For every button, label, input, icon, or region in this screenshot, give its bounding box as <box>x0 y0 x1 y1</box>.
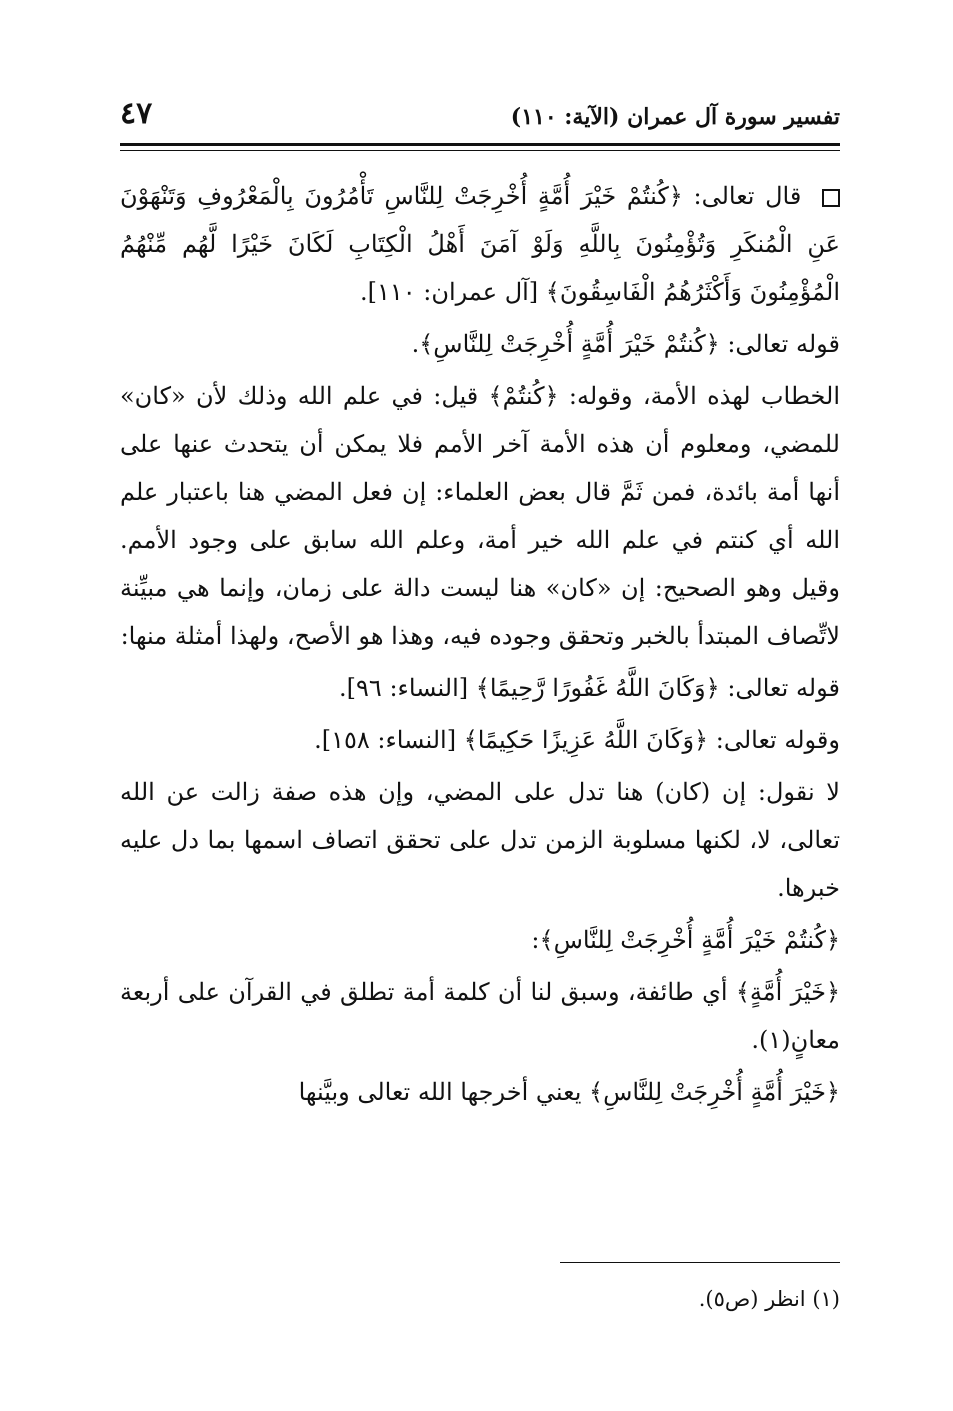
paragraph-8: ﴿خَيْرَ أُمَّةٍ﴾ أي طائفة، وسبق لنا أن كلمة أمة تطلق في القرآن على أربعة معانٍ(١). <box>120 978 840 1054</box>
header-rule-thin <box>120 150 840 151</box>
footnote-divider <box>560 1262 840 1263</box>
paragraph-5: وقوله تعالى: ﴿وَكَانَ اللَّهُ عَزِيزًا حَكِيمًا﴾ [النساء: ١٥٨]. <box>314 726 840 754</box>
paragraph-6: لا نقول: إن (كان) هنا تدل على المضي، وإن هذه صفة زالت عن الله تعالى، لا، لكنها مسلوبة الزمن تدل على تحقق اتصاف اسمها بما دل عليه خبرها. <box>120 778 840 902</box>
paragraph-3: الخطاب لهذه الأمة، وقوله: ﴿كُنتُمْ﴾ قيل: في علم الله وذلك لأن «كان» للمضي، ومعلوم أن هذه الأمة آخر الأمم فلا يمكن أن يتحدث عنها على أنها أمة بائدة، فمن ثَمَّ قال بعض العلماء: إن فعل المضي هنا باعتبار علم الله أي كنتم في علم الله خير أمة، وعلم الله سابق على وجود الأمم. وقيل وهو الصحيح: إن «كان» هنا ليست دالة على زمان، وإنما هي مبيِّنة لاتِّصاف المبتدأ بالخبر وتحقق وجوده فيه، وهذا هو الأصح، ولهذا أمثلة منها: <box>120 382 840 650</box>
page-number: ٤٧ <box>120 96 153 131</box>
paragraph-7: ﴿كُنتُمْ خَيْرَ أُمَّةٍ أُخْرِجَتْ لِلنَّاسِ﴾: <box>531 926 840 954</box>
main-text <box>120 172 840 1120</box>
header-rule-thick <box>120 143 840 146</box>
paragraph-1-text: قال تعالى: ﴿كُنتُمْ خَيْرَ أُمَّةٍ أُخْرِجَتْ لِلنَّاسِ تَأْمُرُونَ بِالْمَعْرُوفِ وَتَنْهَوْنَ عَنِ الْمُنكَرِ وَتُؤْمِنُونَ بِاللَّهِ وَلَوْ آمَنَ أَهْلُ الْكِتَابِ لَكَانَ خَيْرًا لَّهُم مِّنْهُمُ الْمُؤْمِنُونَ وَأَكْثَرُهُمُ الْفَاسِقُونَ﴾ [آل عمران: ١١٠]. <box>120 182 840 306</box>
square-bullet-icon <box>822 189 840 207</box>
running-header <box>120 96 840 144</box>
paragraph-2: قوله تعالى: ﴿كُنتُمْ خَيْرَ أُمَّةٍ أُخْرِجَتْ لِلنَّاسِ﴾. <box>411 330 840 358</box>
paragraph-9: ﴿خَيْرَ أُمَّةٍ أُخْرِجَتْ لِلنَّاسِ﴾ يعني أخرجها الله تعالى وبيَّنها <box>298 1078 840 1106</box>
footnote: (١) انظر (ص٥). <box>698 1287 840 1311</box>
running-title: تفسير سورة آل عمران (الآية: ١١٠) <box>510 104 840 130</box>
paragraph-4: قوله تعالى: ﴿وَكَانَ اللَّهُ غَفُورًا رَّحِيمًا﴾ [النساء: ٩٦]. <box>339 674 840 702</box>
paragraph-1 <box>120 172 840 316</box>
